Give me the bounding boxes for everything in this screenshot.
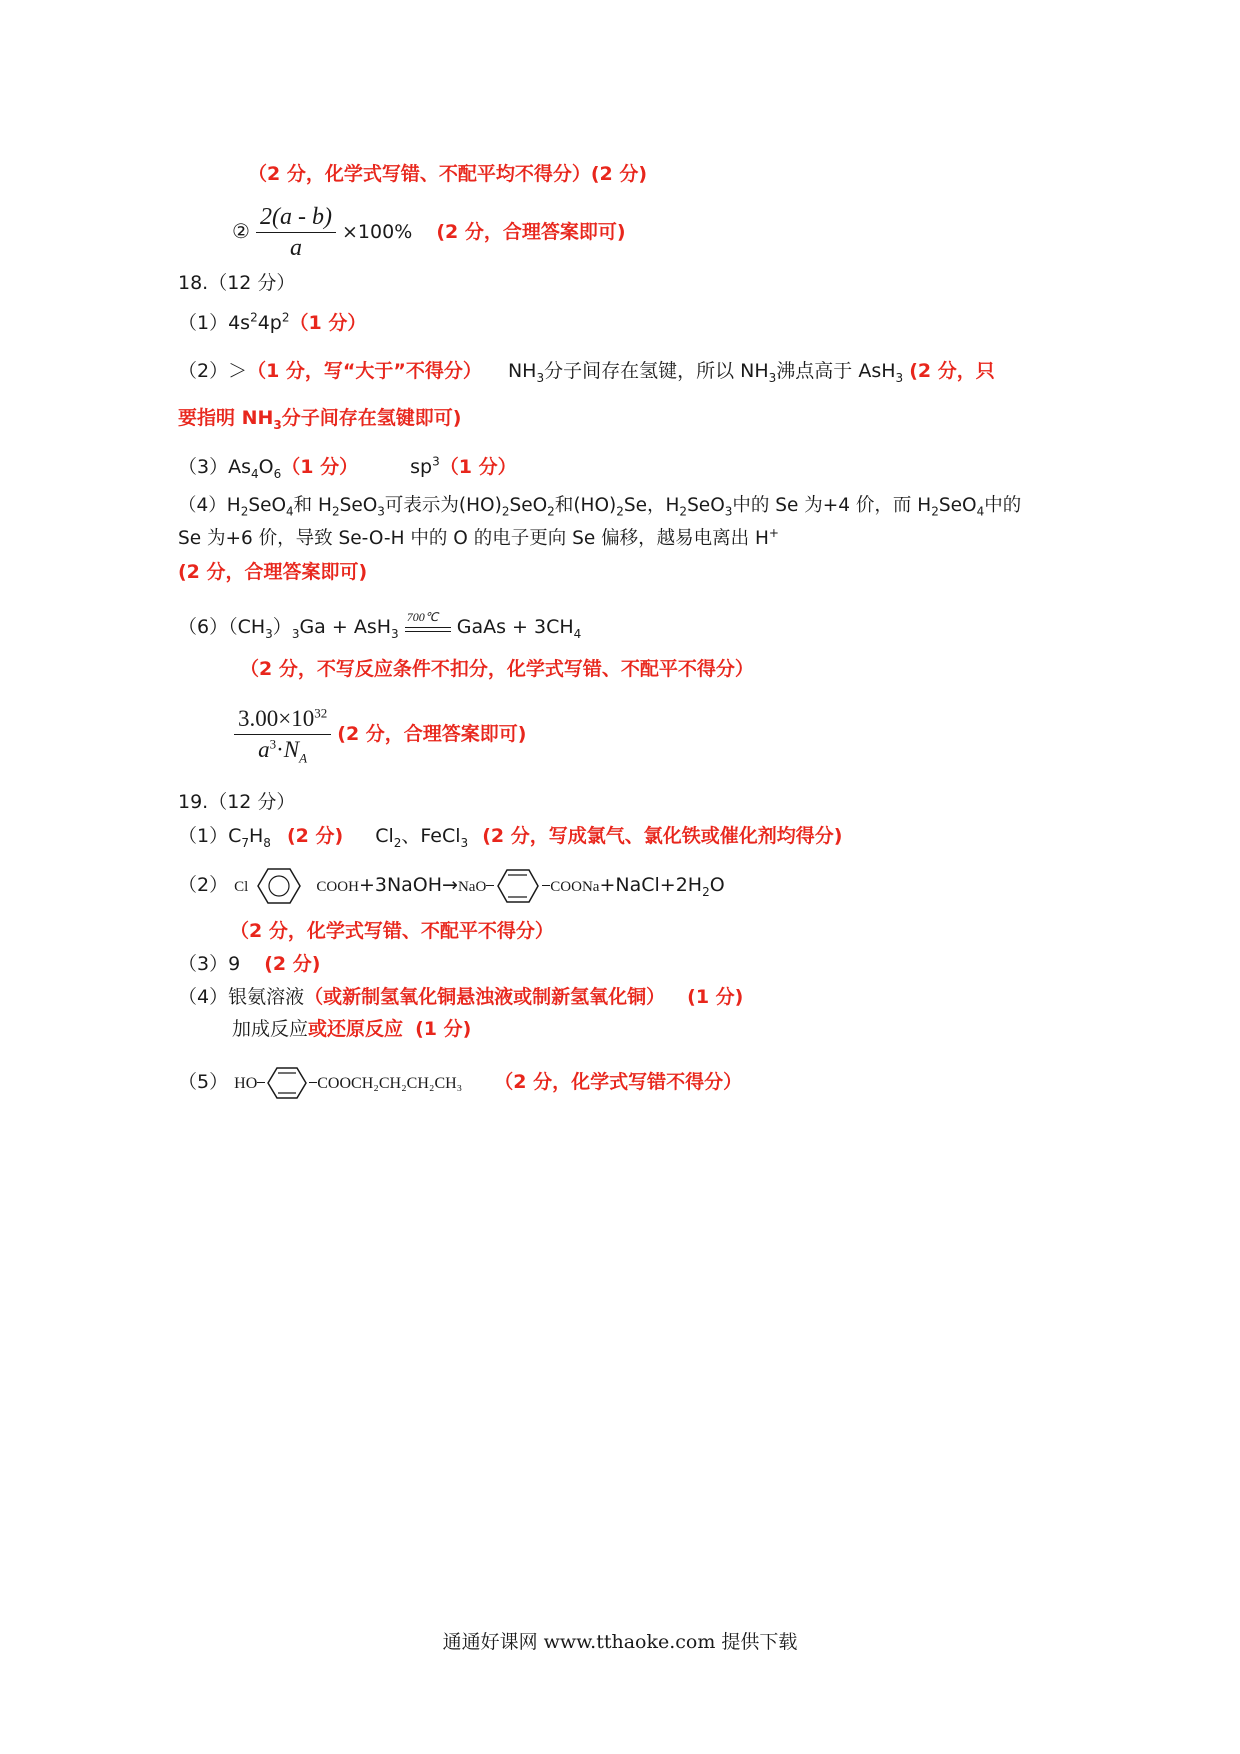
text: COONa	[550, 879, 600, 895]
q18-part2-cont	[178, 405, 461, 431]
text: O	[258, 456, 274, 478]
sub: 3	[724, 504, 733, 519]
text: Se 为+6 价，导致 Se-O-H 中的 O 的电子更向 Se 偏移，越易电离出 H	[178, 528, 769, 549]
text: （1）4s	[178, 312, 251, 334]
text: SeO	[509, 495, 548, 516]
text: （5）	[178, 1071, 229, 1093]
percent-tail: ×100%	[342, 221, 413, 243]
text: （1）C	[178, 825, 242, 847]
sub: 4	[573, 626, 582, 641]
text: Cl	[234, 879, 249, 895]
text: 和 H	[293, 495, 332, 516]
sub: 4	[251, 466, 259, 481]
score-note: （或新制氢氧化铜悬浊液或制新氢氧化铜）	[304, 986, 666, 1008]
equal-line-top	[405, 627, 451, 628]
score-note: 要指明 NH	[178, 407, 274, 429]
text: ·	[276, 737, 284, 762]
q18-part4	[178, 493, 1021, 519]
text: HO	[234, 1075, 258, 1092]
score-note: (2 分，写成氯气、氯化铁或催化剂均得分)	[482, 825, 843, 847]
benzene-ring-icon	[494, 866, 542, 906]
q18-density-formula	[234, 696, 526, 772]
sub: 4	[286, 504, 294, 519]
text: （2）＞	[178, 360, 248, 382]
score-note: (1 分)	[415, 1018, 472, 1040]
text: sp	[410, 456, 433, 478]
score-note: (2 分)	[286, 825, 344, 847]
text: （4）银氨溶液	[178, 986, 305, 1008]
text: （3）9	[178, 953, 241, 975]
score-note: (2 分，合理答案即可)	[178, 561, 368, 583]
sup: +	[768, 525, 779, 540]
equal-line-bottom	[405, 631, 451, 632]
page-footer: 通通好课网 www.tthaoke.com 提供下载	[442, 1631, 798, 1653]
question-18-header: 18.（12 分）	[178, 272, 296, 294]
fraction-denominator: a	[289, 235, 302, 261]
text: COOCH₂CH₂CH₂CH₃	[317, 1075, 463, 1092]
text: 可表示为(HO)	[384, 495, 502, 516]
reaction-arrow	[405, 609, 451, 638]
score-note: (2 分，合理答案即可)	[436, 221, 626, 243]
sub: 3	[460, 835, 469, 850]
bond-line	[486, 885, 494, 886]
score-note: （2 分，化学式写错、不配平均不得分）(2 分)	[248, 163, 648, 185]
bond-line	[257, 1082, 265, 1083]
q19-part3	[178, 951, 320, 977]
text: 中的	[984, 495, 1022, 516]
sub: 4	[976, 504, 985, 519]
benzene-ring-icon	[254, 866, 304, 906]
text: N	[283, 737, 300, 762]
text: 和(HO)	[554, 495, 617, 516]
fraction	[256, 202, 336, 263]
q18-part2	[178, 358, 995, 384]
text: 、FeCl	[401, 825, 461, 847]
sup: 2	[250, 310, 258, 325]
fraction	[234, 704, 331, 765]
score-note: （1 分）	[281, 456, 359, 478]
text: （2）	[178, 874, 229, 896]
q19-part4	[178, 984, 743, 1010]
text: NaO	[457, 879, 487, 895]
text: Ga + AsH	[299, 616, 392, 638]
text: 中的 Se 为+4 价，而 H	[732, 495, 932, 516]
reaction-condition: 700℃	[406, 609, 439, 624]
score-note: （2 分，不写反应条件不扣分，化学式写错、不配平不得分）	[240, 658, 754, 680]
text: COOH	[316, 879, 359, 895]
sub: 2	[547, 504, 555, 519]
score-note: 分子间存在氢键即可)	[281, 407, 462, 429]
score-note: （2 分，化学式写错不得分）	[494, 1071, 743, 1093]
sup: 3	[269, 736, 277, 752]
sub: 3	[768, 370, 777, 385]
text: GaAs + 3CH	[456, 616, 574, 638]
sub: 2	[240, 504, 249, 519]
text: （6）（CH	[178, 616, 266, 638]
text: 3.00×10	[238, 706, 315, 731]
sub: 2	[702, 884, 710, 899]
q18-part4-score	[178, 559, 367, 585]
text: 沸点高于 AsH	[776, 360, 896, 382]
q18-part6-score	[240, 656, 754, 682]
q19-part2	[178, 865, 725, 905]
q18-part1	[178, 310, 366, 336]
sub: 2	[679, 504, 688, 519]
q19-part2-score	[230, 918, 554, 944]
sub: 3	[895, 370, 904, 385]
text: 4p	[257, 312, 282, 334]
sub: 3	[265, 626, 273, 641]
text: +NaCl+2H	[599, 874, 703, 896]
text: SeO	[339, 495, 378, 516]
text: SeO	[938, 495, 977, 516]
q18-part3	[178, 454, 517, 480]
q19-part5	[178, 1062, 742, 1102]
sub: 3	[536, 370, 545, 385]
fraction-denominator	[234, 735, 331, 765]
fraction-numerator: 2(a - b)	[256, 202, 336, 233]
score-note: 或还原反应	[308, 1018, 404, 1040]
text: NH	[507, 360, 537, 382]
sub: 6	[273, 466, 282, 481]
score-note: （1 分，写“大于”不得分）	[247, 360, 482, 382]
text: （3）As	[178, 456, 251, 478]
sub: 7	[241, 835, 249, 850]
text: 加成反应	[232, 1018, 309, 1040]
sub: 3	[377, 504, 385, 519]
text: a	[258, 737, 270, 762]
q18-part6	[178, 609, 582, 641]
sup: 2	[281, 310, 290, 325]
sub: 2	[393, 835, 402, 850]
sup: 32	[314, 705, 328, 721]
q19-part1	[178, 823, 842, 849]
benzene-ring-icon	[265, 1065, 309, 1101]
sub: 2	[501, 504, 510, 519]
text: Cl	[375, 825, 394, 847]
text: +3NaOH→	[358, 874, 458, 896]
sub: 2	[616, 504, 624, 519]
q19-part4-cont	[232, 1016, 471, 1042]
score-note: （2 分，化学式写错、不配平不得分）	[230, 920, 554, 942]
text: （4）H	[178, 495, 241, 516]
sub: 2	[931, 504, 939, 519]
question-19-header: 19.（12 分）	[178, 791, 296, 813]
sub: A	[299, 750, 308, 766]
score-note: (2 分，合理答案即可)	[337, 723, 527, 745]
text: H	[249, 825, 264, 847]
text: Se，H	[623, 495, 680, 516]
circled-number: ②	[232, 219, 250, 243]
sup: 3	[432, 454, 440, 469]
sub: 8	[263, 835, 271, 850]
text: SeO	[248, 495, 287, 516]
text: SeO	[687, 495, 725, 516]
score-note: (2 分，只	[909, 360, 995, 382]
score-note: （1 分）	[439, 456, 517, 478]
score-note: (2 分)	[264, 953, 321, 975]
line-score-note-1	[248, 161, 647, 187]
sub: 3	[391, 626, 399, 641]
score-note: (1 分)	[687, 986, 744, 1008]
text: 分子间存在氢键，所以 NH	[544, 360, 769, 382]
sub: 2	[331, 504, 340, 519]
text: O	[709, 874, 725, 896]
score-note: （1 分）	[289, 312, 367, 334]
text: ）	[272, 616, 292, 638]
line-formula-percent	[232, 198, 626, 264]
sub: 3	[291, 626, 300, 641]
fraction-numerator	[234, 704, 331, 735]
q18-part4-cont	[178, 526, 779, 552]
sub: 3	[273, 417, 282, 432]
